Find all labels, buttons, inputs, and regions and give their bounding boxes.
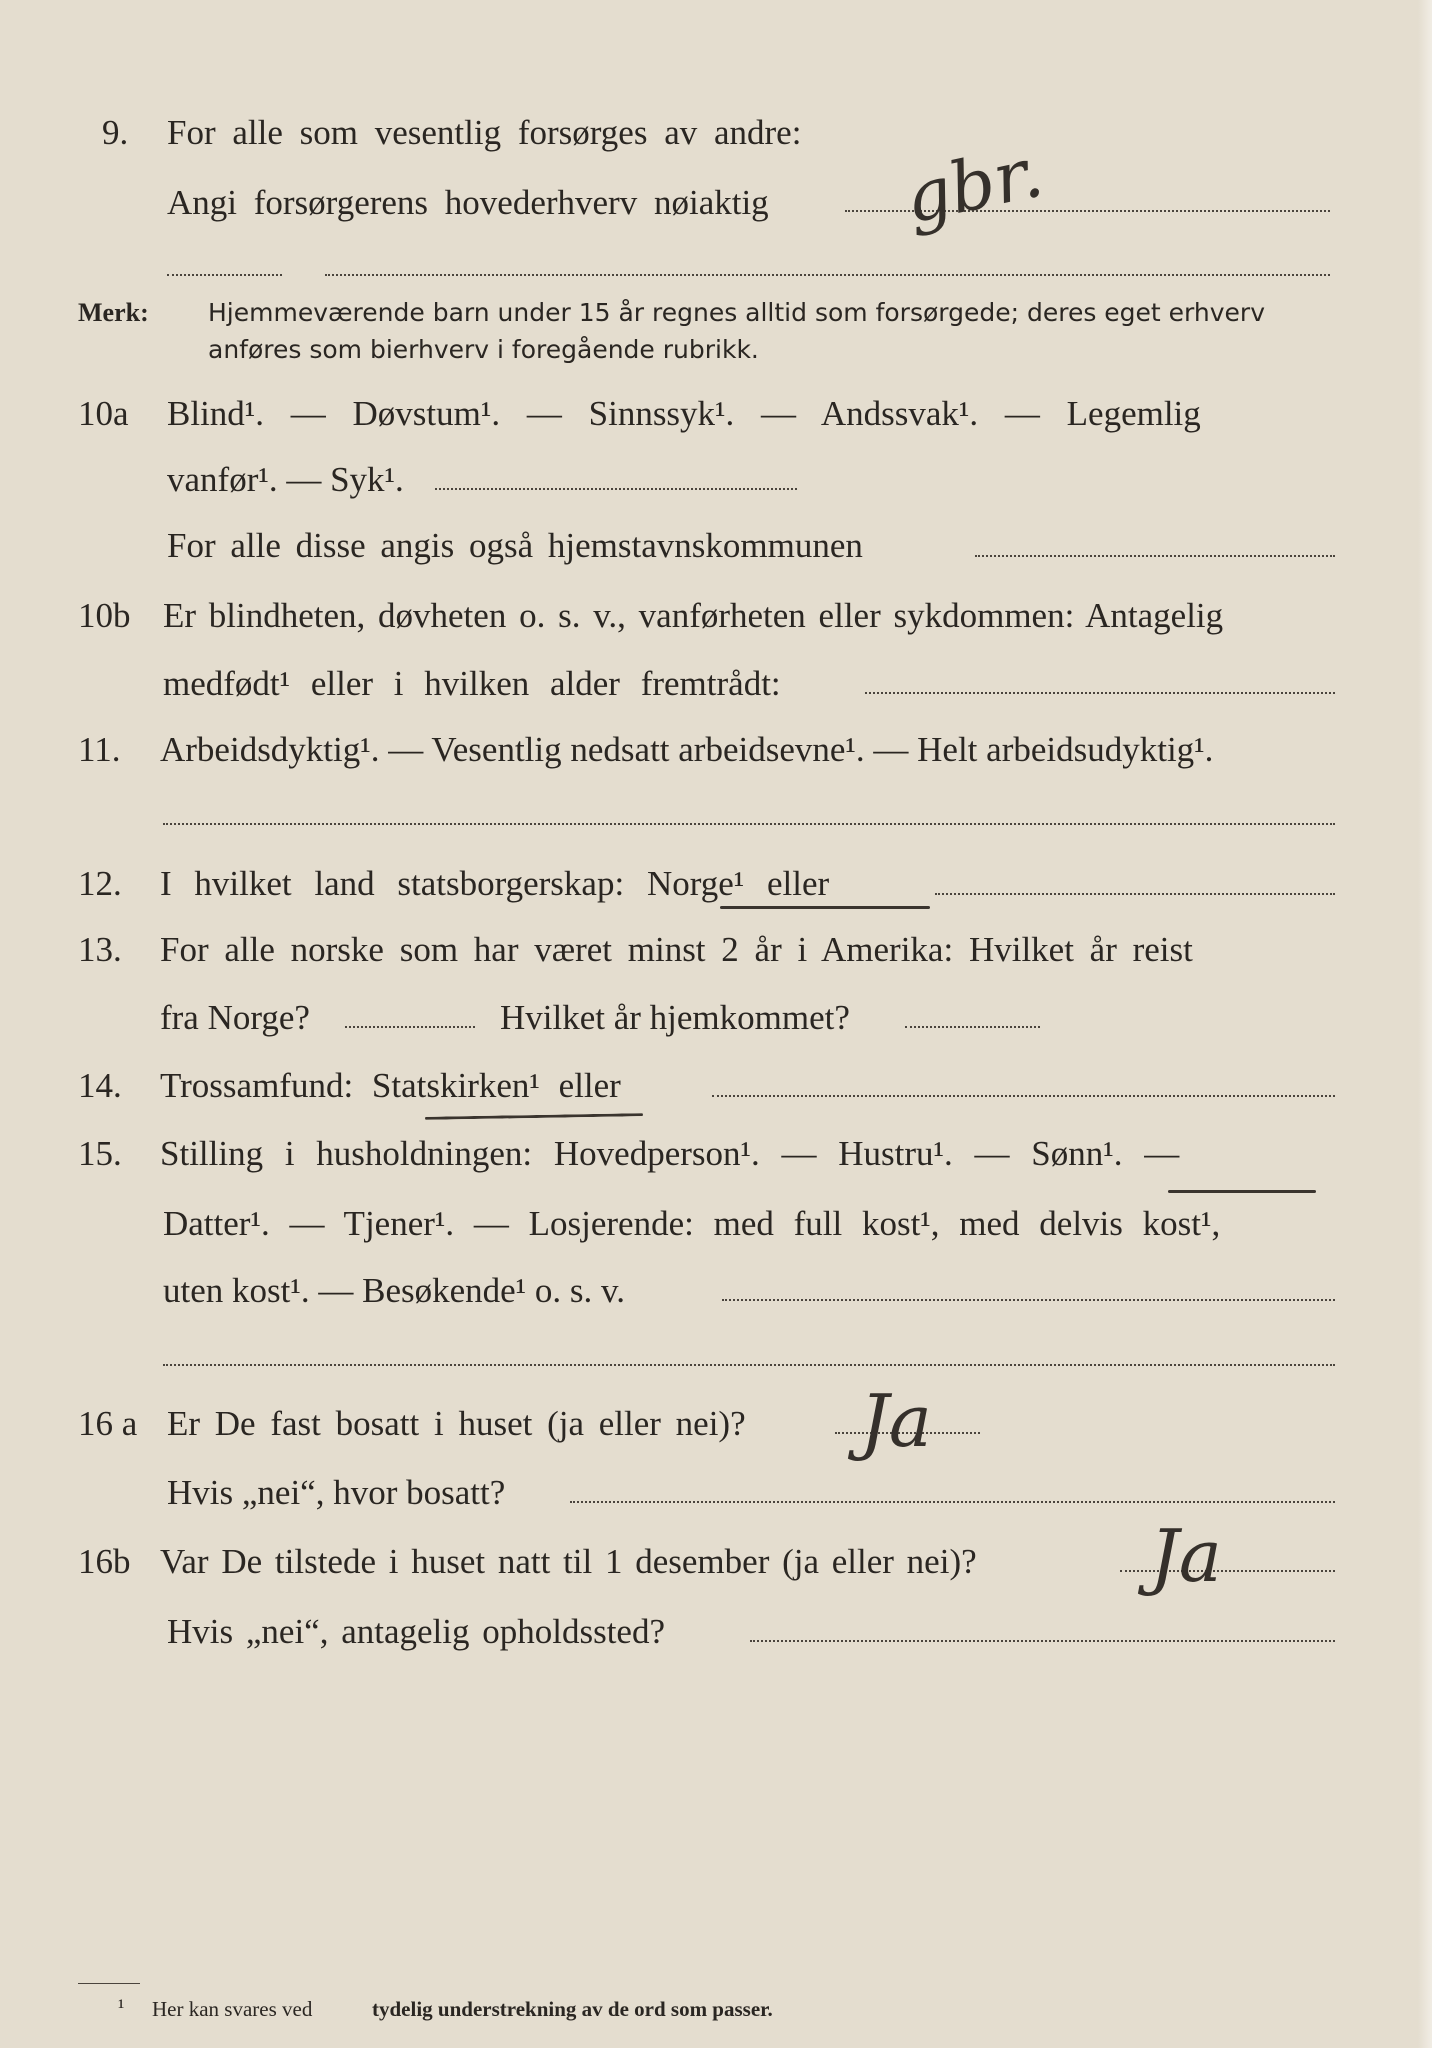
- q10b-line1: Er blindheten, døvheten o. s. v., vanførheten eller sykdommen: Antagelig: [163, 596, 1224, 635]
- q9-extra-line-b: [325, 274, 1330, 276]
- q13-line2b: Hvilket år hjemkommet?: [500, 998, 850, 1037]
- q15-answer-line: [722, 1299, 1335, 1301]
- q15-line3: uten kost¹. — Besøkende¹ o. s. v.: [163, 1271, 626, 1310]
- q10b-line2: medfødt¹ eller i hvilken alder fremtrådt:: [163, 664, 781, 703]
- page-edge: [1418, 0, 1432, 2048]
- q16a-line2: Hvis „nei“, hvor bosatt?: [167, 1473, 506, 1512]
- q13-number: 13.: [78, 930, 122, 969]
- q12-answer-line: [935, 893, 1335, 895]
- q13-return-line: [905, 1026, 1040, 1028]
- q15-sonn-underline: [1168, 1190, 1316, 1193]
- q12-number: 12.: [78, 864, 122, 903]
- q15-line1: Stilling i husholdningen: Hovedperson¹. — Hustru¹. — Sønn¹. —: [160, 1134, 1180, 1173]
- q14-statskirken-underline: [425, 1113, 643, 1120]
- q16b-whereabouts-line: [750, 1640, 1335, 1642]
- merk-line1: Hjemmeværende barn under 15 år regnes alltid som forsørgede; deres eget erhverv: [208, 298, 1265, 327]
- q16a-handwritten-answer: Ja: [860, 1379, 932, 1463]
- q14-number: 14.: [78, 1066, 122, 1105]
- q13-line1: For alle norske som har været minst 2 år i Amerika: Hvilket år reist: [160, 930, 1193, 969]
- q13-departure-line: [345, 1026, 475, 1028]
- q9-line1: For alle som vesentlig forsørges av andre:: [167, 113, 802, 152]
- q9-number: 9.: [102, 113, 129, 152]
- q10a-number: 10a: [78, 394, 129, 433]
- q12-line1: I hvilket land statsborgerskap: Norge¹ eller: [160, 864, 830, 903]
- q14-answer-line: [712, 1095, 1335, 1097]
- q12-norge-underline: [720, 906, 930, 909]
- q11-extra-line: [163, 823, 1335, 825]
- q13-line2a: fra Norge?: [160, 998, 310, 1037]
- q10a-hometown-line: [975, 555, 1335, 557]
- footnote-rule: [78, 1983, 140, 1984]
- q15-extra-line: [163, 1364, 1335, 1366]
- q10b-answer-line: [865, 692, 1335, 694]
- q15-number: 15.: [78, 1134, 122, 1173]
- q10a-line3: For alle disse angis også hjemstavnskommunen: [167, 526, 863, 565]
- q10a-line1: Blind¹. — Døvstum¹. — Sinnssyk¹. — Andssvak¹. — Legemlig: [167, 394, 1201, 433]
- footnote-mark: ¹: [118, 1995, 125, 2019]
- q15-line2: Datter¹. — Tjener¹. — Losjerende: med full kost¹, med delvis kost¹,: [163, 1204, 1221, 1243]
- merk-line2: anføres som bierhverv i foregående rubrikk.: [208, 335, 759, 364]
- q16b-line2: Hvis „nei“, antagelig opholdssted?: [167, 1612, 665, 1651]
- q10b-number: 10b: [78, 596, 131, 635]
- q10a-line2: vanfør¹. — Syk¹.: [167, 460, 404, 499]
- q9-handwritten-answer: gbr.: [897, 130, 1050, 240]
- merk-label: Merk:: [78, 298, 149, 327]
- q9-extra-line-a: [167, 274, 282, 276]
- q9-line2: Angi forsørgerens hovederhverv nøiaktig: [167, 183, 769, 222]
- q11-line1: Arbeidsdyktig¹. — Vesentlig nedsatt arbeidsevne¹. — Helt arbeidsudyktig¹.: [160, 730, 1214, 769]
- q16a-number: 16 a: [78, 1404, 138, 1443]
- q16b-handwritten-answer: Ja: [1150, 1514, 1222, 1598]
- q14-line1: Trossamfund: Statskirken¹ eller: [160, 1066, 621, 1105]
- q16a-residence-line: [570, 1501, 1335, 1503]
- footnote-text-plain: Her kan svares ved: [152, 1997, 313, 2021]
- q10a-answer-line: [435, 488, 797, 490]
- footnote-text-bold: tydelig understrekning av de ord som passer.: [372, 1997, 773, 2021]
- q16b-line1: Var De tilstede i huset natt til 1 desember (ja eller nei)?: [160, 1542, 977, 1581]
- q16b-number: 16b: [78, 1542, 131, 1581]
- q11-number: 11.: [78, 730, 121, 769]
- q16a-line1: Er De fast bosatt i huset (ja eller nei)?: [167, 1404, 746, 1443]
